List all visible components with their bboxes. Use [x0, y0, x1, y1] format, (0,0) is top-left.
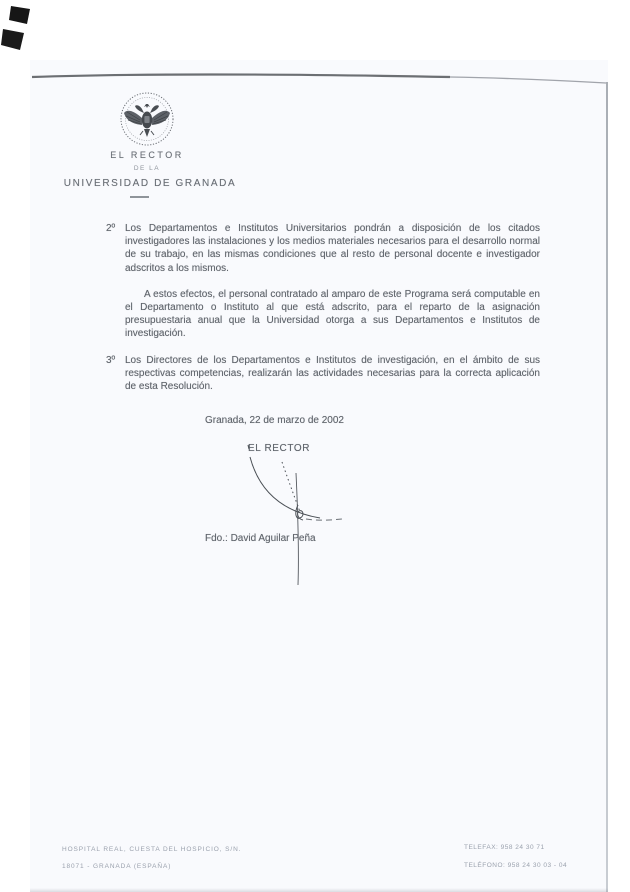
resolution-item-2-continuation: [106, 288, 540, 341]
signed-by-line: Fdo.: David Aguilar Peña: [205, 533, 316, 544]
scan-bottom-shade: [30, 888, 608, 892]
dateline: Granada, 22 de marzo de 2002: [205, 415, 344, 426]
letterhead-rule: [130, 196, 149, 198]
letter-body: [106, 222, 540, 406]
resolution-item-3-text: Los Directores de los Departamentos e Institutos de investigación, en el ámbito de sus respectivas competencias, realizarán las actividades necesarias para la correcta aplicación de esta Resolución.: [125, 354, 540, 393]
resolution-item-2: [106, 222, 540, 275]
signer-title: EL RECTOR: [248, 443, 311, 454]
letterhead-subtitle: DE LA: [133, 165, 161, 172]
resolution-item-2-number: 2º: [106, 223, 116, 234]
scan-top-edge-line: [30, 62, 608, 86]
letterhead-institution: UNIVERSIDAD DE GRANADA: [63, 178, 237, 189]
handwritten-signature: [190, 435, 360, 600]
university-of-granada-seal-icon: [119, 91, 175, 147]
footer-address-line2: 18071 - GRANADA (ESPAÑA): [62, 863, 172, 870]
footer-telefax: TELEFAX: 958 24 30 71: [464, 844, 545, 851]
footer-address: [62, 841, 241, 875]
resolution-item-2-text: Los Departamentos e Institutos Universitarios pondrán a disposición de los citados investigadores las instalaciones y los medios materiales necesarios para el desarrollo normal de su trabajo, en las mismas condiciones que al resto de personal docente e investigador adscritos a los mismos.: [125, 223, 540, 274]
scan-right-edge-line: [606, 82, 608, 892]
footer-address-line1: HOSPITAL REAL, CUESTA DEL HOSPICIO, S/N.: [62, 846, 242, 853]
scan-artifact-corner-marks: [0, 0, 40, 58]
resolution-item-3-number: 3º: [106, 354, 116, 366]
resolution-item-3: [106, 354, 540, 394]
footer-telefono: TELÉFONO: 958 24 30 03 - 04: [464, 862, 568, 869]
letterhead-title: EL RECTOR: [110, 150, 184, 160]
footer-contact: [464, 839, 567, 875]
letter-page: [30, 60, 608, 892]
resolution-continuation-text: A estos efectos, el personal contratado al amparo de este Programa será computable en el Departamento o Instituto al que está adscrito, para el reparto de la asignación presupuestaria anual que la Universidad otorga a sus Departamentos e Institutos de investigación.: [125, 288, 540, 340]
